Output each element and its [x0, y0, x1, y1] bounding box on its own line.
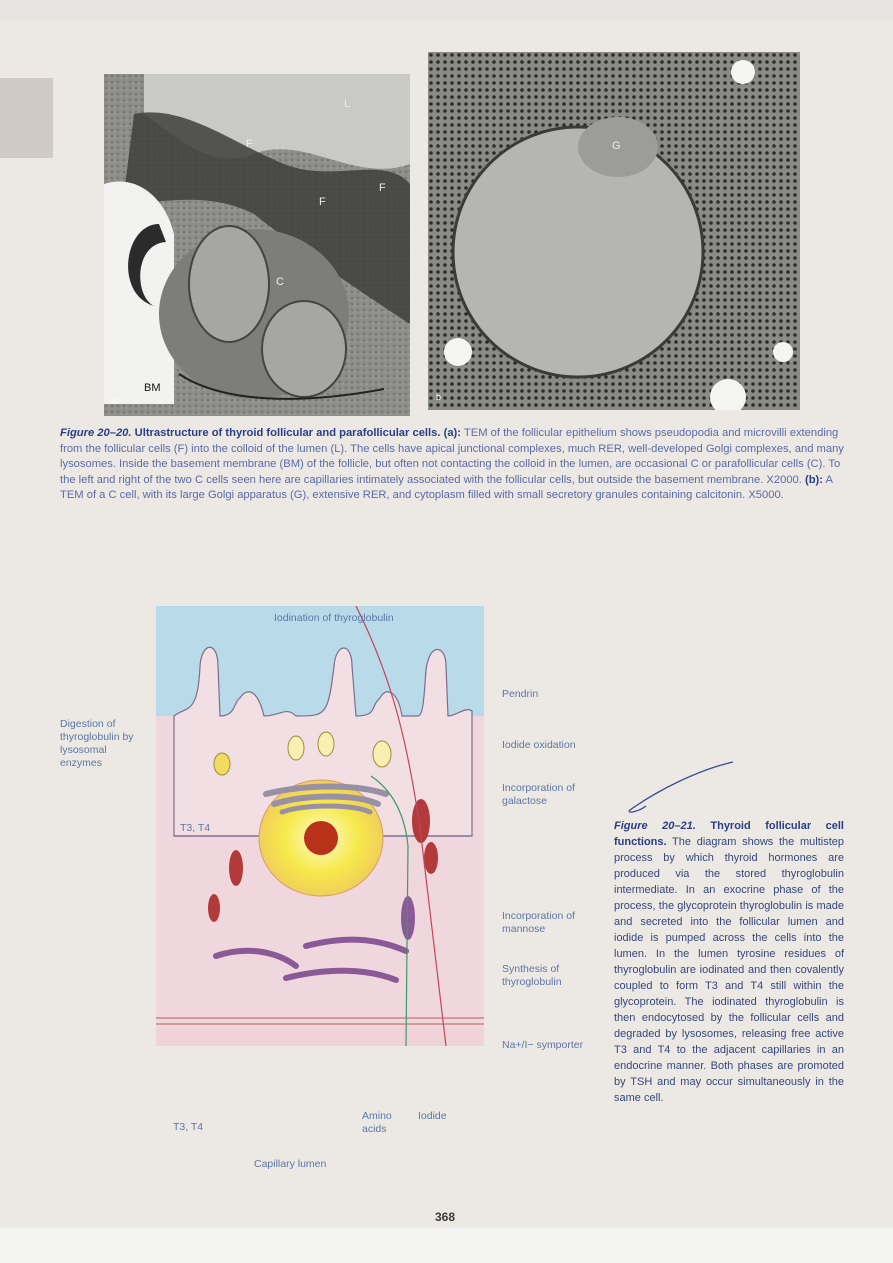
diagram-synthesis-label: Synthesis of thyroglobulin [502, 963, 562, 988]
micrograph-a-art [104, 74, 410, 416]
figure-20-20-caption [60, 426, 845, 504]
micro-a-label-bm: BM [144, 382, 161, 394]
pen-mark [618, 760, 738, 820]
micro-b-label-g: G [612, 140, 621, 152]
bottom-margin [0, 1228, 893, 1263]
diagram-t3t4-bottom: T3, T4 [173, 1121, 204, 1133]
micro-a-label-f1: F [246, 138, 253, 150]
fig-20-20-number: Figure 20–20. [60, 427, 132, 439]
figure-20-21-caption [614, 818, 844, 1106]
fig-20-20-part-a: (a): [443, 427, 461, 439]
diagram-iodide-label: Iodide [418, 1110, 447, 1122]
micro-b-panel-letter: b [436, 392, 442, 402]
micrograph-b-art [428, 52, 800, 410]
margin-tab [0, 78, 53, 158]
micro-a-panel-letter: a [112, 396, 118, 406]
fig-20-20-part-b: (b): [805, 473, 824, 486]
micro-a-label-f3: F [379, 182, 386, 194]
diagram-t3t4-top: T3, T4 [180, 822, 211, 834]
fig-20-21-number: Figure 20–21. [614, 820, 696, 832]
micrograph-b [428, 52, 800, 410]
diagram-symporter-label: Na+/I− symporter [502, 1039, 584, 1051]
diagram-galactose-label: Incorporation of galactose [502, 782, 575, 807]
fig-20-21-title: Thyroid follicular cell functions. [614, 820, 844, 848]
fig-20-20-text-a: TEM of the follicular epithelium shows pseudopodia and microvilli extending from the follicular cells (F) into the colloid of the lumen (L). The cells have apical junctional complexes, much RER, well-developed Golgi complexes, and many lysosomes. Inside the basement membrane (BM) of the follicle, but often not contacting the colloid in the lumen, are occasional C or parafollicular cells (C). To the left and right of the two C cells seen here are capillaries intimately associated with the follicular cells, but outside the basement membrane. X2000. [60, 427, 844, 486]
fig-20-20-text-b: A TEM of a C cell, with its large Golgi apparatus (G), extensive RER, and cytoplasm filled with small secretory granules containing calcitonin. X5000. [60, 473, 833, 501]
micrograph-a [104, 74, 410, 416]
fig-20-21-text: The diagram shows the multistep process by which thyroid hormones are produced via the stored thyroglobulin intermediate. In an exocrine phase of the process, the glycoprotein thyroglobulin is made and secreted into the follicular lumen and iodide is pumped across the cells into the lumen. In the lumen tyrosine residues of thyroglobulin are iodinated and then covalently coupled to form T3 and T4 still within the glycoprotein. The iodinated thyroglobulin is then endocytosed by the follicular cells and degraded by lysosomes, releasing free active T3 and T4 to the adjacent capillaries in an endocrine manner. Both phases are promoted by TSH and may occur simultaneously in the same cell. [614, 836, 844, 1104]
diagram-amino-acids-label: Amino acids [362, 1110, 392, 1135]
fig-20-20-title: Ultrastructure of thyroid follicular and parafollicular cells. [134, 427, 441, 439]
top-strip [0, 0, 893, 22]
diagram-capillary-label: Capillary lumen [254, 1158, 327, 1170]
micro-a-label-f2: F [319, 196, 326, 208]
diagram-pendrin-label: Pendrin [502, 688, 539, 700]
diagram-digestion-label: Digestion of thyroglobulin by lysosomal enzymes [60, 718, 134, 769]
diagram-iodide-oxidation-label: Iodide oxidation [502, 739, 576, 751]
micro-a-label-c: C [276, 276, 284, 288]
diagram-top-label: Iodination of thyroglobulin [274, 612, 394, 624]
page-number: 368 [434, 1210, 456, 1224]
diagram-mannose-label: Incorporation of mannose [502, 910, 575, 935]
micro-a-label-l: L [344, 98, 351, 110]
